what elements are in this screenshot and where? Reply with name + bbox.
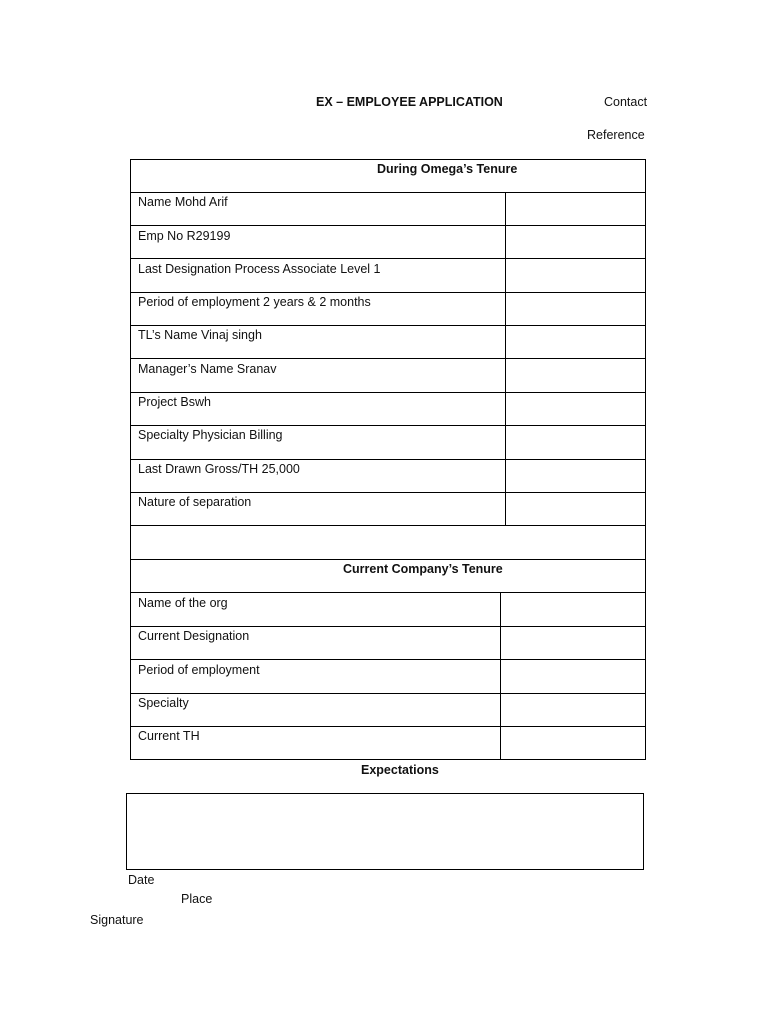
omega-value-manager[interactable] (506, 359, 645, 392)
table-row-label: Nature of separation (138, 495, 252, 509)
table-row-label: TL’s Name Vinaj singh (138, 328, 262, 342)
date-label: Date (128, 873, 155, 887)
omega-value-project[interactable] (506, 393, 645, 425)
table-row-label: Name of the org (138, 596, 228, 610)
current-value-org[interactable] (501, 593, 645, 626)
table-row-label: Current Designation (138, 629, 250, 643)
table-row-label: Emp No R29199 (138, 229, 231, 243)
current-value-th[interactable] (501, 727, 645, 759)
expectations-box[interactable] (126, 793, 644, 870)
current-value-period[interactable] (501, 660, 645, 693)
table-row-label: Period of employment 2 years & 2 months (138, 295, 371, 309)
document-title: EX – EMPLOYEE APPLICATION (316, 95, 503, 109)
current-value-designation[interactable] (501, 627, 645, 659)
omega-value-tl-name[interactable] (506, 326, 645, 358)
omega-value-gross[interactable] (506, 460, 645, 492)
omega-tenure-heading: During Omega’s Tenure (377, 162, 518, 176)
table-row-label: Specialty Physician Billing (138, 428, 283, 442)
current-value-specialty[interactable] (501, 694, 645, 726)
table-row-label: Manager’s Name Sranav (138, 362, 277, 376)
table-row-label: Period of employment (138, 663, 260, 677)
table-row-label: Project Bswh (138, 395, 211, 409)
table-row-label: Current TH (138, 729, 200, 743)
table-row-label: Last Designation Process Associate Level 1 (138, 262, 381, 276)
expectations-heading: Expectations (361, 763, 439, 777)
omega-value-separation[interactable] (506, 493, 645, 525)
table-row-label: Name Mohd Arif (138, 195, 228, 209)
omega-value-period[interactable] (506, 293, 645, 325)
contact-label: Contact (604, 95, 648, 109)
current-tenure-heading: Current Company’s Tenure (343, 562, 503, 576)
omega-value-designation[interactable] (506, 259, 645, 292)
table-row-label: Specialty (138, 696, 189, 710)
omega-value-emp-no[interactable] (506, 226, 645, 258)
reference-label: Reference (587, 128, 645, 142)
omega-value-name[interactable] (506, 193, 645, 225)
spacer-row (131, 526, 645, 559)
table-row-label: Last Drawn Gross/TH 25,000 (138, 462, 300, 476)
signature-label: Signature (90, 913, 144, 927)
omega-value-specialty[interactable] (506, 426, 645, 459)
place-label: Place (181, 892, 213, 906)
